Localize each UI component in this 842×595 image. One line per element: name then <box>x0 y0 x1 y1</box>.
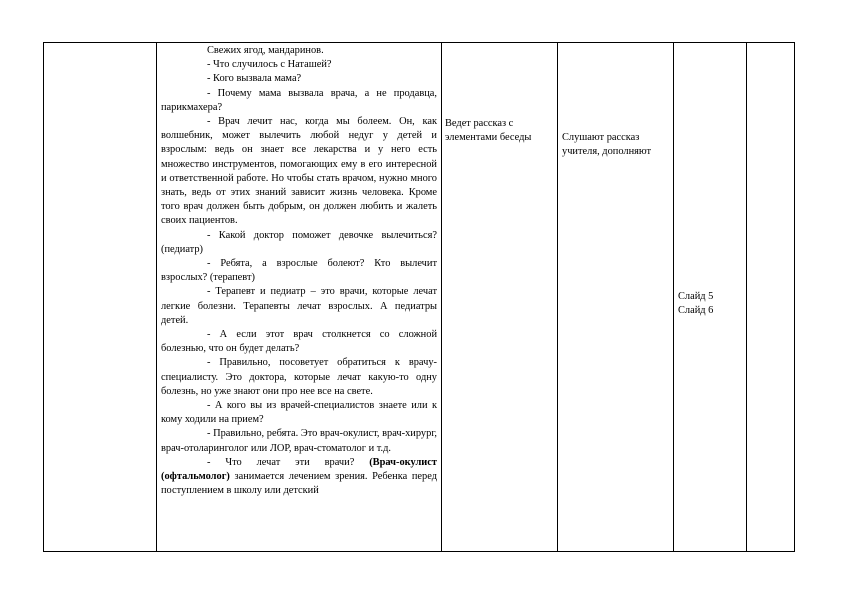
dialog-line: - Правильно, посоветует обратиться к врачу-специалисту. Это доктора, которые лечат какую-то одну болезнь, но уже знают они про нее все на свете. <box>161 357 437 397</box>
dialog-line: - Правильно, ребята. Это врач-окулист, врач-хирург, врач-отоларинголог или ЛОР, врач-стоматолог и т.д. <box>161 428 437 454</box>
dialog-line: - А кого вы из врачей-специалистов знаете или к кому ходили на прием? <box>161 400 437 426</box>
dialog-line: Свежих ягод, мандаринов. <box>207 45 324 56</box>
lesson-content-cell <box>157 43 442 552</box>
teacher-activity-text: Ведет рассказ с элементами беседы <box>445 118 532 144</box>
slide-label: Слайд 6 <box>678 305 714 317</box>
dialog-line: - Какой доктор поможет девочке вылечиться? (педиатр) <box>161 229 437 255</box>
dialog-line: - Почему мама вызвала врача, а не продавца, парикмахера? <box>161 87 437 113</box>
lesson-plan-table <box>43 42 795 552</box>
student-activity-cell <box>558 43 674 552</box>
slides-cell <box>674 43 747 552</box>
dialog-text <box>157 43 441 499</box>
student-activity-text: Слушают рассказ учителя, дополняют <box>562 132 652 158</box>
answer-tail-text: занимается лечением зрения. Ребенка перед поступлением в школу или детский <box>161 471 437 497</box>
teacher-activity-cell <box>442 43 558 552</box>
slide-label: Слайд 5 <box>678 291 714 302</box>
dialog-line: - Терапевт и педиатр – это врачи, которые лечат легкие болезни. Терапевты лечат взрослых. А педиатры детей. <box>161 286 437 326</box>
dialog-line: - Кого вызвала мама? <box>207 73 302 85</box>
dialog-line: - Врач лечит нас, когда мы болеем. Он, как волшебник, может вылечить любой недуг у детей и взрослым: ведь он знает все лекарства и у него есть множество инструментов, помогающих ему в его интересной и ответственной работе. Но чтобы стать врачом, нужно много знать, ведь от этих знаний зависит жизнь человека. Кроме того врач должен быть добрым, он должен любить и жалеть своих пациентов. <box>161 116 437 227</box>
table-row <box>44 43 795 552</box>
answer-bold-text: (Врач-окулист (офтальмолог) <box>161 456 437 483</box>
dialog-line: - Что случилось с Наташей? <box>207 59 332 71</box>
slides-list <box>674 43 746 318</box>
stage-cell <box>44 43 157 552</box>
dialog-line: - А если этот врач столкнется со сложной болезнью, что он будет делать? <box>161 329 437 355</box>
dialog-line: - Ребята, а взрослые болеют? Кто вылечит взрослых? (терапевт) <box>161 258 437 284</box>
notes-cell <box>747 43 795 552</box>
question-text: - Что лечат эти врачи? <box>207 456 355 468</box>
dialog-line-last <box>161 456 437 499</box>
